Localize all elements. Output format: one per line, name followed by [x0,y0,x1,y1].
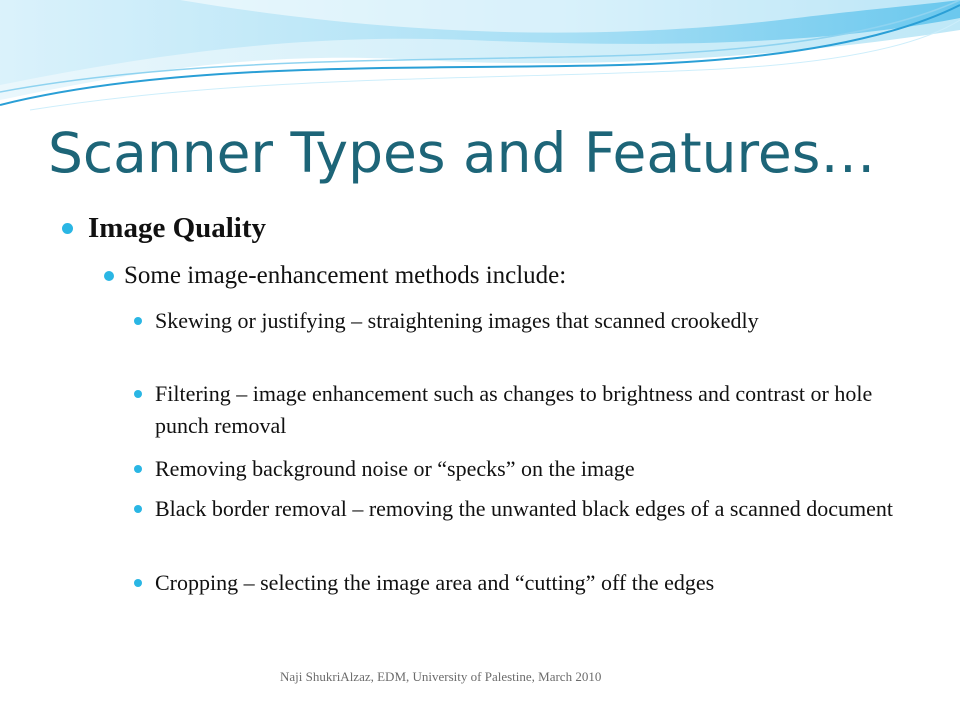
level3-bullet-dot [134,317,142,325]
decorative-wave-header [0,0,960,120]
level3-bullet-dot [134,390,142,398]
level3-bullet-dot [134,465,142,473]
level3-bullet-text: Removing background noise or “specks” on the image [155,456,635,481]
level2-bullet-dot [104,271,114,281]
level2-bullet-text: Some image-enhancement methods include: [124,262,567,289]
level3-bullet-dot [134,579,142,587]
level3-bullet-text: Filtering – image enhancement such as changes to brightness and contrast or hole punch removal [155,381,873,438]
slide-footer: Naji ShukriAlzaz, EDM, University of Palestine, March 2010 [280,669,602,684]
level3-bullet-text: Cropping – selecting the image area and “cutting” off the edges [155,570,715,595]
slide-title: Scanner Types and Features… [48,121,876,185]
level1-bullet-text: Image Quality [88,212,267,244]
level3-bullet-text: Skewing or justifying – straightening images that scanned crookedly [155,308,759,333]
level1-bullet-dot [62,223,73,234]
level3-bullet-dot [134,505,142,513]
level3-bullet-text: Black border removal – removing the unwanted black edges of a scanned document [155,496,893,521]
